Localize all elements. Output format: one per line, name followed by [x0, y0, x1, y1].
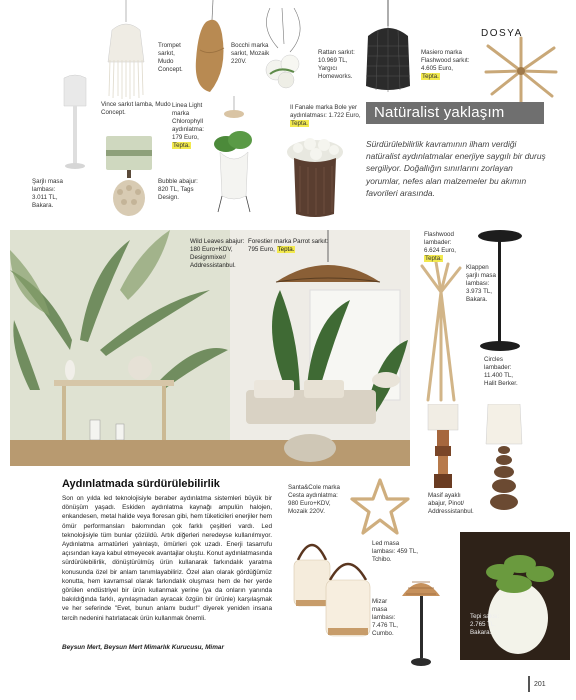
intro-paragraph: Sürdürülebilirlik kavramının ilham verdiği natüralist aydınlatmalar enerjiye saygılı bir duruş sergiliyor. Doğallığın sınırlarını zorlayan yorumlar, nefes alan malzemeler bu akımın favorileri arasında.	[366, 139, 546, 198]
bubble-lamp-image	[104, 136, 154, 218]
caption-masiero-price: Euro,	[438, 65, 454, 72]
caption-flashwood-tag: Tepta.	[425, 255, 442, 262]
caption-trompet: Trompet sarkıt, Mudo Concept.	[158, 42, 183, 73]
caption-fanale	[290, 104, 362, 128]
caption-forestier	[248, 238, 338, 254]
caption-fanale-tag: Tepta.	[291, 120, 308, 127]
caption-linea-tag: Tepta.	[173, 142, 190, 149]
page-number: 201	[534, 681, 546, 688]
caption-rattan: Rattan sarkıt: 10.969 TL, Yargıcı Homeworks.	[318, 49, 355, 80]
caption-linea	[172, 102, 208, 150]
caption-sarjli: Şarjlı masa lambası: 3.011 TL, Bakara.	[32, 178, 63, 209]
caption-circles: Circles lambader: 11.400 TL, Halit Berker.	[484, 356, 518, 387]
caption-masiero-tag: Tepta.	[422, 73, 439, 80]
circles-lamp-image	[484, 404, 524, 514]
page-number-bar	[528, 676, 530, 692]
caption-flashwood	[424, 231, 462, 263]
caption-forestier-text: Forestier marka Parrot sarkıt:	[248, 238, 329, 245]
caption-bocchi: Bocchi marka sarkıt, Mozaik 220V.	[231, 42, 270, 65]
article-title: Aydınlatmada sürdürülebilirlik	[62, 478, 220, 490]
caption-bubble: Bubble abajur: 820 TL, Tags Design.	[158, 178, 198, 201]
santacole-lamps-image	[288, 530, 378, 640]
caption-fanale-price: 1.722 Euro,	[328, 112, 361, 119]
mizar-lamp-image	[396, 572, 446, 672]
article-author: Beysun Mert, Beysun Mert Mimarlık Kurucusu, Mimar	[62, 644, 224, 651]
caption-vince: Vince sarkıt lamba, Mudo Concept.	[101, 101, 171, 116]
caption-flashwood-text: Flashwood lambader: 6.624 Euro,	[424, 231, 456, 254]
sarjli-lamp-image	[60, 72, 90, 172]
caption-mizar: Mizar masa lambası: 7.476 TL, Cumbo.	[372, 598, 399, 637]
section-brand-label: DOSYA	[481, 28, 523, 39]
rattan-pendant-image	[356, 0, 420, 96]
caption-klappen: Klappen şarjlı masa lambası: 3.973 TL, Bakara.	[466, 264, 496, 303]
caption-tepi: Tepi saksı: 2.765 TL, Bakara.	[470, 613, 500, 636]
vince-pendant-image	[98, 0, 154, 100]
caption-masiero-text: Masiero marka Flashwood sarkıt: 4.605	[421, 49, 470, 72]
masif-lamp-image	[424, 404, 462, 490]
flashwood-floorlamp-image	[416, 262, 466, 402]
caption-forestier-price: 795 Euro,	[248, 246, 275, 253]
caption-ledmasa: Led masa lambası: 459 TL, Tchibo.	[372, 540, 418, 563]
caption-masif: Masif ayaklı abajur, Pinot/ Addressistanbul.	[428, 492, 474, 515]
tepi-photo	[460, 532, 570, 660]
ledmasa-star-image	[350, 478, 410, 536]
caption-linea-text: Linea Light marka Chlorophyll aydınlatma: 179 Euro,	[172, 102, 204, 141]
caption-masiero	[421, 49, 473, 81]
caption-forestier-tag: Tepta.	[277, 246, 295, 253]
caption-santacole: Santa&Cole marka Cesta aydınlatma: 980 Euro+KDV, Mozaik 220V.	[288, 484, 340, 515]
masiero-pendant-image	[484, 36, 558, 106]
tepi-planter-illustration	[460, 532, 570, 660]
article-body: Son on yılda led teknolojisiyle beraber aydınlatma sistemleri büyük bir dönüşüm yaşadı. Eskiden aydınlatma kaynağı ampulün halojen, enkandesen, metal halide veya floresan gibi, hem tüketicileri enerjiler hem ömür performansları bakımından çok farklı çeşitleri vardı. Led teknolojisiyle tüm bunlar çözüldü. Artık diğerleri neredeyse kullanılmıyor. Aydınlatma armatürleri yalınlaştı, ömürleri çok uzadı. Enerji tasarrufu açısından kaya kabul etmeyecek avantajlar oluştu. Konut aydınlatmasında sürdürülebilirlik, dönüştürülmüş ürün kullanarak farkındalık yaratma konusunda özel bir anlam tanımlayabiliriz. Özel alan olarak gördüğümüz konutta, hem kavramsal olarak farkındalık oluşması hem de her yerde görülen endüstriyel bir ürün kullanmak yerine (ya da onların yanında bakıldığında farklı, aynılaşmadan ayracak özgün bir ürünle) karşılaşmak ve her seferinde "Evet, bunun anlamı budur!" diyerek yeniden insana tercih nedenini hatırlatacak ürün kullanmak önemli.	[62, 495, 272, 622]
caption-wildleaves: Wild Leaves abajur: 180 Euro+KDV, Designmixer/ Addressistanbul.	[190, 238, 245, 269]
linea-light-image	[206, 96, 262, 214]
caption-fanale-text: Il Fanale marka Bole yer aydınlatması:	[290, 104, 358, 119]
fanale-lamp-image	[284, 136, 346, 220]
naturalist-banner-title: Natüralist yaklaşım	[366, 102, 544, 124]
trompet-pendant-image	[188, 0, 230, 98]
